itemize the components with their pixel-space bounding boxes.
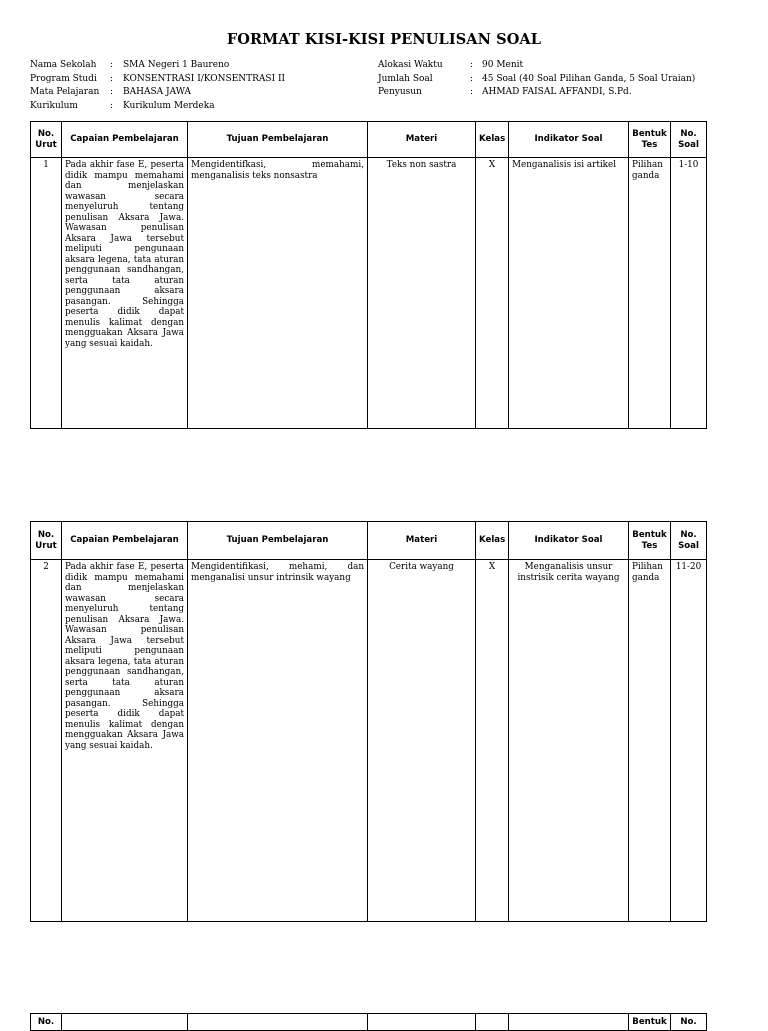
header-indikator: Indikator Soal [509,522,629,560]
meta-colon: : [110,60,114,70]
meta-label: Penyusun [378,87,422,97]
cell-no-soal: 11-20 [671,560,707,922]
header-bentuk: Bentuk Tes [629,522,671,560]
identity-right [378,59,695,100]
meta-row-mata-pelajaran [30,86,285,100]
meta-value: SMA Negeri 1 Baureno [123,60,230,70]
cell-indikator: Menganalisis unsur instrisik cerita wayang [509,560,629,922]
meta-row-program-studi [30,73,285,87]
cell-capaian: Pada akhir fase E, peserta didik mampu memahami dan menjelaskan wawasan secara menyeluruh tentang penulisan Aksara Jawa. Wawasan penulisan Aksara Jawa tersebut meliputi pengunaan aksara legena, tata aturan penggunaan sandhangan, serta tata aturan penggunaan aksara pasangan. Sehingga peserta didik dapat menulis kalimat dengan mengguakan Aksara Jawa yang sesuai kaidah. [62,560,188,922]
cell-capaian: Pada akhir fase E, peserta didik mampu memahami dan menjelaskan wawasan secara menyeluruh tentang penulisan Aksara Jawa. Wawasan penulisan Aksara Jawa tersebut meliputi pengunaan aksara legena, tata aturan penggunaan sandhangan, serta tata aturan penggunaan aksara pasangan. Sehingga peserta didik dapat menulis kalimat dengan mengguakan Aksara Jawa yang sesuai kaidah. [62,158,188,429]
header-materi [368,1014,476,1031]
cell-indikator: Menganalisis isi artikel [509,158,629,429]
cell-bentuk: Pilihan ganda [629,158,671,429]
meta-value: 45 Soal (40 Soal Pilihan Ganda, 5 Soal Uraian) [482,73,696,84]
header-kelas: Kelas [476,522,509,560]
meta-value: 90 Menit [482,60,524,70]
header-kelas [476,1014,509,1031]
table-row [31,158,707,429]
header-no-soal: No. Soal [671,122,707,158]
table-header-row [31,122,707,158]
meta-label: Mata Pelajaran [30,87,100,97]
meta-value: Kurikulum Merdeka [123,100,215,111]
meta-row-alokasi-waktu [378,59,695,73]
cell-tujuan: Mengidentifkasi, memahami, menganalisis teks nonsastra [188,158,368,429]
table-header-row [31,522,707,560]
cell-materi: Teks non sastra [368,158,476,429]
cell-no: 1 [31,158,62,429]
kisi-table-3-partial [30,1013,707,1031]
meta-colon: : [470,73,474,84]
cell-tujuan: Mengidentifikasi, mehami, dan menganalisi unsur intrinsik wayang [188,560,368,922]
meta-label: Nama Sekolah [30,60,97,70]
table-header-row [31,1014,707,1031]
meta-label: Program Studi [30,73,97,84]
header-no-soal: No. Soal [671,522,707,560]
meta-value: KONSENTRASI I/KONSENTRASI II [123,73,286,84]
header-materi: Materi [368,122,476,158]
header-capaian: Capaian Pembelajaran [62,522,188,560]
document-title: FORMAT KISI-KISI PENULISAN SOAL [226,31,542,48]
meta-label: Kurikulum [30,100,78,111]
cell-materi: Cerita wayang [368,560,476,922]
header-no-urut: No. Urut [31,122,62,158]
header-tujuan [188,1014,368,1031]
header-capaian: Capaian Pembelajaran [62,122,188,158]
meta-colon: : [470,87,474,97]
meta-row-jumlah-soal [378,73,695,87]
kisi-table-2 [30,521,707,922]
header-no-soal: No. [671,1014,707,1031]
header-no-urut: No. [31,1014,62,1031]
meta-value: BAHASA JAWA [123,87,192,97]
meta-row-penyusun [378,86,695,100]
header-bentuk: Bentuk [629,1014,671,1031]
meta-colon: : [110,87,114,97]
cell-kelas: X [476,158,509,429]
header-tujuan: Tujuan Pembelajaran [188,122,368,158]
header-indikator: Indikator Soal [509,122,629,158]
table-row [31,560,707,922]
cell-no-soal: 1-10 [671,158,707,429]
header-capaian [62,1014,188,1031]
header-tujuan: Tujuan Pembelajaran [188,522,368,560]
kisi-table-1 [30,121,707,429]
meta-row-kurikulum [30,100,285,114]
header-indikator [509,1014,629,1031]
cell-bentuk: Pilihan ganda [629,560,671,922]
cell-kelas: X [476,560,509,922]
meta-label: Alokasi Waktu [378,60,443,70]
meta-colon: : [110,100,114,111]
meta-colon: : [110,73,114,84]
meta-colon: : [470,60,474,70]
meta-value: AHMAD FAISAL AFFANDI, S.Pd. [482,87,632,97]
identity-left [30,59,285,113]
meta-label: Jumlah Soal [378,73,433,84]
meta-row-nama-sekolah [30,59,285,73]
header-kelas: Kelas [476,122,509,158]
header-no-urut: No. Urut [31,522,62,560]
header-materi: Materi [368,522,476,560]
header-bentuk: Bentuk Tes [629,122,671,158]
cell-no: 2 [31,560,62,922]
